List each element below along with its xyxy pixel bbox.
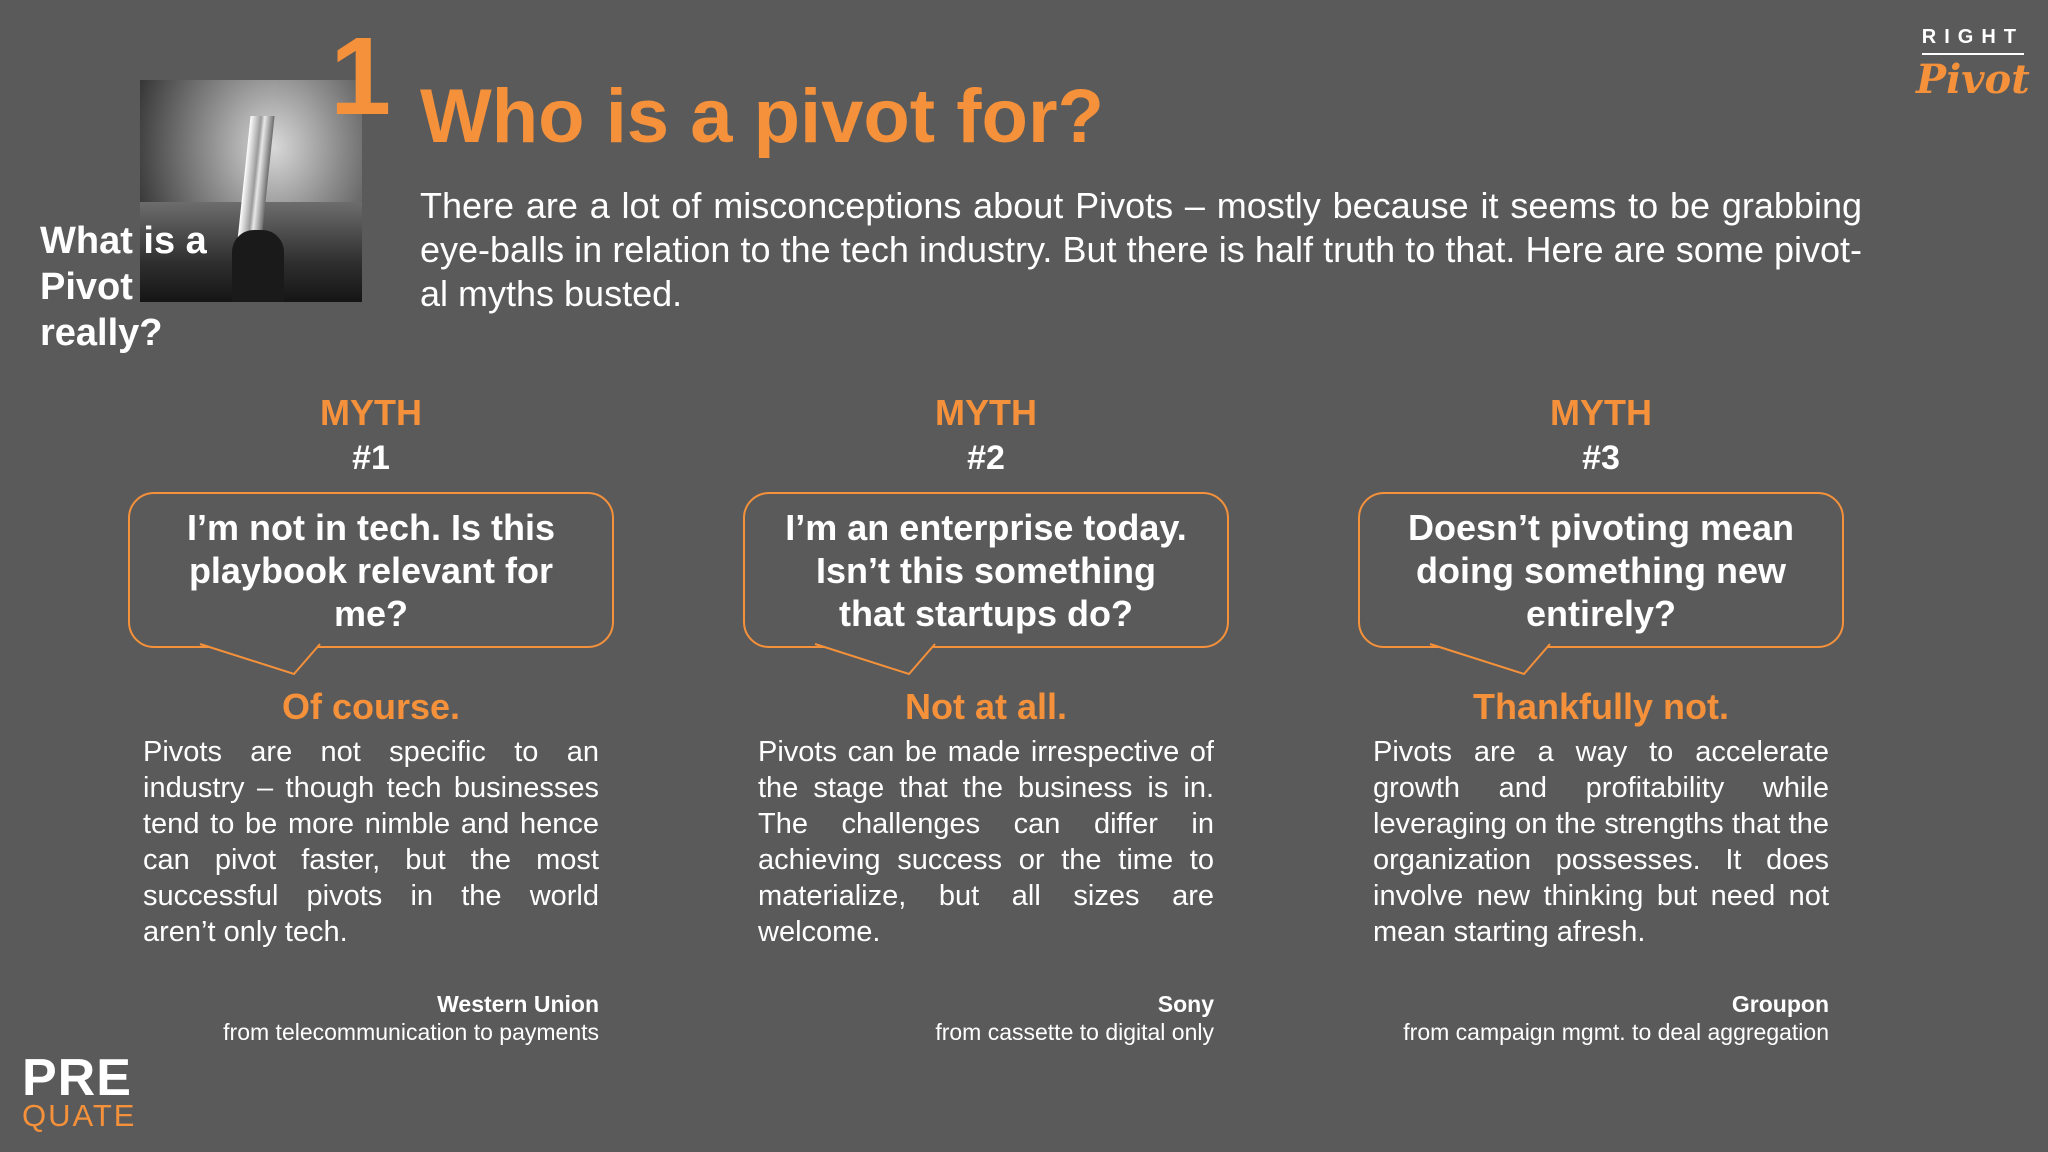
right-pivot-logo [1916,26,2030,103]
myth-question: I’m not in tech. Is this playbook relevant for me? [186,506,556,634]
example-description: from telecommunication to payments [223,1019,599,1045]
myth-body: Pivots can be made irrespective of the stage that the business is in. The challenges can differ in achieving success or the time to materialize, but all sizes are welcome. [758,736,1214,948]
myth-label: MYTH [935,392,1037,433]
myth-column-3 [1358,390,1844,1046]
myth-question: Doesn’t pivoting mean doing something new entirely? [1407,506,1795,634]
side-title: What is a Pivot really? [40,220,207,354]
logo-right-word: RIGHT [1922,26,2024,55]
question-bubble [1358,492,1844,648]
logo-pivot-word: Pivot [1916,56,2030,103]
myth-label: MYTH [1550,392,1652,433]
myth-number: #3 [1582,439,1620,477]
example-description: from campaign mgmt. to deal aggregation [1403,1019,1829,1045]
myth-question: I’m an enterprise today. Isn’t this something that startups do? [785,506,1187,634]
example-block [143,990,599,1046]
myth-column-2 [743,390,1229,1046]
logo-quate-word: QUATE [22,1098,137,1133]
myth-answer: Thankfully not. [1473,686,1729,727]
example-company: Groupon [1731,991,1829,1017]
myth-body: Pivots are not specific to an industry – though tech businesses tend to be more nimble and hence can pivot faster, but the most successful pivots in the world aren’t only tech. [143,736,599,948]
photo-hand [232,230,284,302]
example-block [1373,990,1829,1046]
question-bubble [743,492,1229,648]
prequate-logo [22,1049,137,1133]
myth-number: #2 [967,439,1005,477]
question-bubble [128,492,614,648]
example-description: from cassette to digital only [935,1019,1214,1045]
speech-tail-icon [815,644,965,676]
myth-body: Pivots are a way to accelerate growth and profitability while leveraging on the strengths that the organization possesses. It does involve new thinking but need not mean starting afresh. [1373,736,1829,948]
myth-answer: Not at all. [904,686,1068,727]
myth-label: MYTH [320,392,422,433]
page-title: Who is a pivot for? [420,74,1104,159]
myth-column-1 [128,390,614,1046]
intro-paragraph: There are a lot of misconceptions about Pivots – mostly because it seems to be grabbing eye-balls in relation to the tech industry. But there is half truth to that. Here are some pivot-al myths busted. [420,185,1862,314]
example-company: Sony [1157,991,1214,1017]
logo-pre-word: PRE [22,1049,132,1107]
myth-number: #1 [352,439,390,477]
speech-tail-icon [200,644,350,676]
section-number: 1 [330,15,392,138]
example-block [758,990,1214,1046]
myth-answer: Of course. [281,686,461,727]
speech-tail-icon [1430,644,1580,676]
example-company: Western Union [437,991,599,1017]
